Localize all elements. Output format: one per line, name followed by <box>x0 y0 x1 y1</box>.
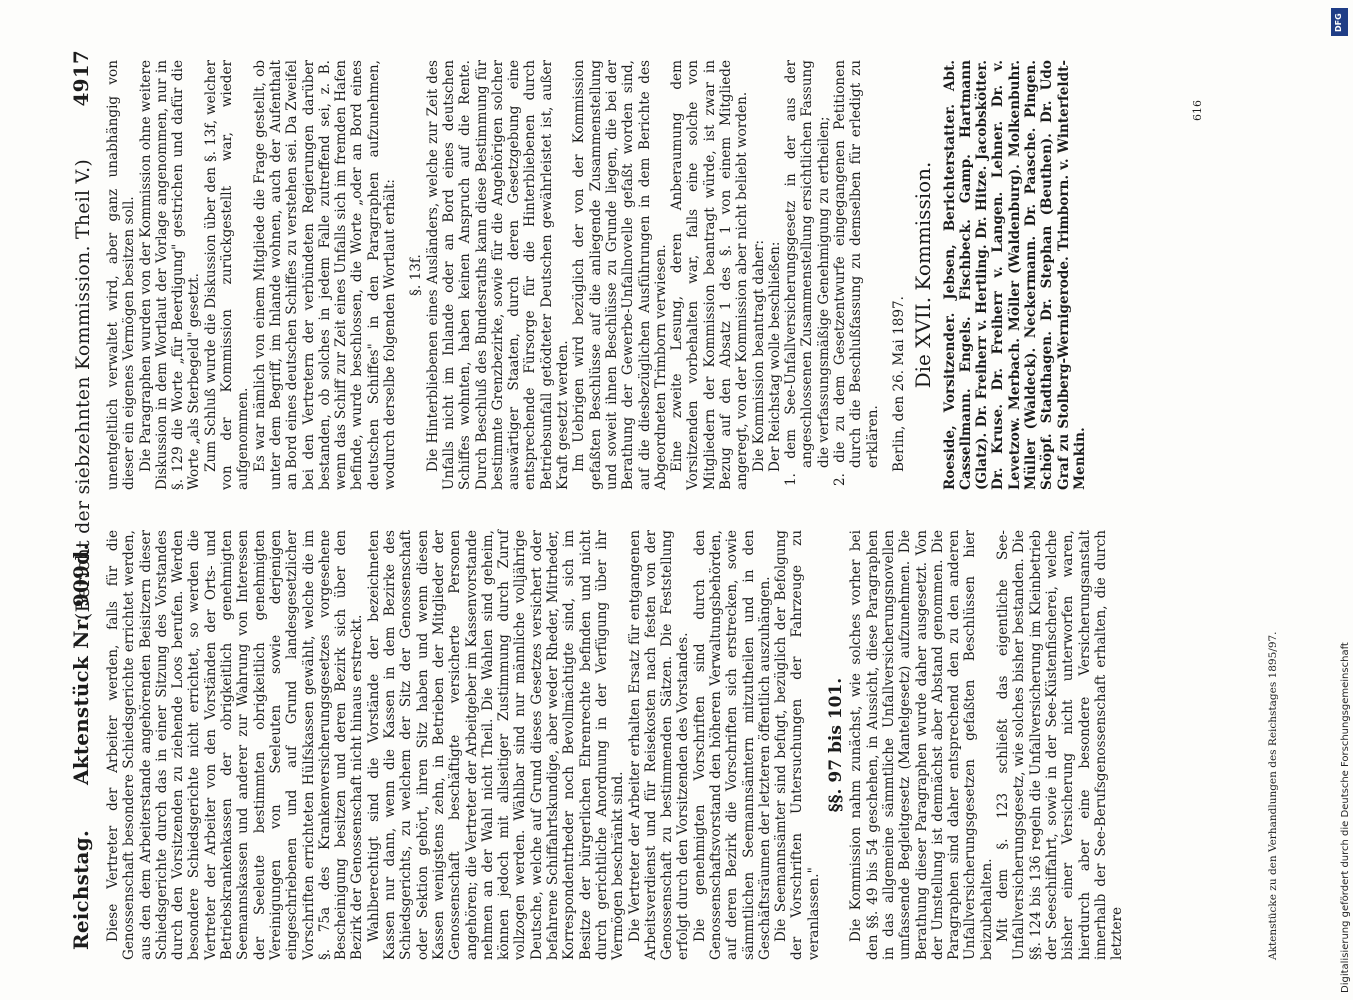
paragraph: unentgeltlich verwaltet wird, aber ganz unabhängig von dieser ein eigenes Vermögen besitzen soll. <box>105 60 138 490</box>
paragraph: Die genehmigten Vorschriften sind durch den Genossenschaftsvorstand den höheren Verwaltungsbehörden, auf deren Bezirk die Vorschriften sich erstrecken, sowie sämmtlichen Seemannsämtern mitzutheilen und in den Geschäftsräumen der letzteren öffentlich auszuhängen. <box>691 530 773 960</box>
resolution-item-1: 1. dem See-Unfallversicherungsgesetz in der aus der angeschlossenen Zusammenstellung ersichtlichen Fassung die verfassungsmäßige Genehmigung zu ertheilen; <box>783 60 832 486</box>
dfg-sidebar <box>1328 8 1352 993</box>
paragraph: Die Kommission beantragt daher: <box>750 239 767 472</box>
paragraph: Wahlberechtigt sind die Vorstände der bezeichneten Kassen nur dann, wenn die Kassen in dem Bezirke des Schiedsgerichts, zu welchem der Sitz der Genossenschaft oder Sektion gehört, ihren Sitz haben und wenn diesen Kassen wenigstens zehn, in Betrieben der Mitglieder der Genossenschaft beschäftigte versicherte Personen angehören; die Vertreter der Arbeitgeber im Kassenvorstande nehmen an der Wahl nicht Theil. Die Wahlen sind geheim, können jedoch mit allseitiger Zustimmung durch Zuruf vollzogen werden. Wählbar sind nur männliche volljährige Deutsche, welche auf Grund dieses Gesetzes versichert oder befahrene Schiffahrtskundige, aber weder Rheder, Mitrheder, Korrespondentrheder noch Bevollmächtigte sind, sich im Besitze der bürgerlichen Ehrenrechte befinden und nicht durch gerichtliche Anordnung in der Verfügung über ihr Vermögen beschränkt sind. <box>365 530 627 960</box>
header-document-number: Aktenstück Nr. 909d. <box>69 543 93 785</box>
dfg-logo-text: DFG <box>1334 13 1343 32</box>
spacer <box>881 60 891 490</box>
rotated-page <box>69 40 1279 960</box>
paragraph: Eine zweite Lesung, deren Anberaumung dem Vorsitzenden vorbehalten war, falls eine solche von Mitgliedern der Kommission beantragt würde, ist zwar in Bezug auf den Absatz 1 des §. 1 von einem Mitgliede angeregt, von der Kommission aber nicht beliebt worden. <box>669 60 751 490</box>
paragraph: Die Vertreter der Arbeiter erhalten Ersatz für entgangenen Arbeitsverdienst und für Reisekosten nach festen von der Genossenschaft zu bestimmenden Sätzen. Die Feststellung erfolgt durch den Vorsitzenden des Vorstandes. <box>626 530 692 960</box>
digitization-credit: Digitalisierung gefördert durch die Deutsche Forschungsgemeinschaft <box>1340 642 1351 993</box>
paragraph: Im Uebrigen wird bezüglich der von der Kommission gefaßten Beschlüsse auf die anliegende Zusammenstellung und soweit ihnen Beschlüsse zu Grunde liegen, die bei der Berathung der Gewerbe-Unfallnovelle gefaßt worden sind, auf die diesbezüglichen Ausführungen in dem Berichte des Abgeordneten Trimborn verwiesen. <box>571 60 669 490</box>
paragraph: Der Reichstag wolle beschließen: <box>766 241 783 472</box>
spacer <box>398 60 408 490</box>
paragraph: Die Paragraphen wurden von der Kommission ohne weitere Diskussion in dem Wortlaut der Vorlage angenommen, nur in §. 129 die Worte „für Beerdigung" gestrichen und dafür die Worte „als Sterbegeld" gesetzt. <box>137 60 203 490</box>
paragraph-heading: §. 13f. <box>408 254 425 296</box>
paragraph: Zum Schluß wurde die Diskussion über den §. 13f, welcher von der Kommission zurückgestellt war, wieder aufgenommen. <box>202 60 252 490</box>
commission-members: Roeside, Vorsitzender. Jebsen, Berichterstatter. Abt. Cassellmann. Engels. Fischbeck. Gamp. Hartmann (Glatz). Dr. Freiherr v. Hertling. Dr. Hitze. Jacobskötter. Dr. Kruse. Dr. Freiherr v. Langen. Lehner. Dr. v. Levetzow. Merbach. Möller (Waldenburg). Molkenbuhr. Müller (Waldeck). Neckermann. Dr. Paasche. Pingen. Schöpf. Stadthagen. Dr. Stephan (Beuthen). Dr. Udo Graf zu Stolberg-Wernigerode. Trimborn. v. Winterfeldt-Menkin. <box>941 60 1088 490</box>
paragraph: Diese Vertreter der Arbeiter werden, falls für die Genossenschaft besondere Schiedsgerichte errichtet werden, aus den dem Arbeiterstande angehörenden Beisitzern dieser Schiedsgerichte durch das in einer Sitzung des Vorstandes durch den Vorsitzenden zu ziehende Loos berufen. Werden besondere Schiedsgerichte nicht errichtet, so werden die Vertreter der Arbeiter von den Vorständen der Orts- und Betriebskrankenkassen der obrigkeitlich genehmigten Seemannskassen und anderer zur Wahrung von Interessen der Seeleute bestimmten obrigkeitlich genehmigten Vereinigungen von Seeleuten sowie derjenigen eingeschriebenen und auf Grund landesgesetzlicher Vorschriften errichteten Hülfskassen gewählt, welche die im §. 75a des Krankenversicherungsgesetzes vorgesehene Bescheinigung besitzen und deren Bezirk sich über den Bezirk der Genossenschaft nicht hinaus erstreckt. <box>105 530 366 960</box>
right-column <box>105 60 1245 490</box>
page-header <box>71 40 101 960</box>
page-number: 4917 <box>69 50 93 107</box>
resolution-item-2: 2. die zu dem Gesetzentwurfe eingegangenen Petitionen durch die Beschlußfassung zu demselben für erledigt zu erklären. <box>832 60 881 486</box>
commission-heading: Die XVII. Kommission. <box>911 161 936 389</box>
paragraph: Die Kommission nahm zunächst, wie solches vorher bei den §§. 49 bis 54 geschehen, in Aussicht, diese Paragraphen in das allgemeine sämmtliche Unfallversicherungsnovellen umfassende Begleitgesetz (Mantelgesetz) aufzunehmen. Die Berathung dieser Paragraphen wurde daher ausgesetzt. Von der Umstellung ist demnächst aber Abstand genommen. Die Paragraphen sind daher entsprechend den zu den anderen Unfallversicherungsgesetzen gefaßten Beschlüssen hier beizubehalten. <box>848 530 995 960</box>
paragraph: Mit dem §. 123 schließt das eigentliche See-Unfallversicherungsgesetz, wie solches bisher bestanden. Die §§. 124 bis 136 regeln die Unfallversicherung im Kleinbetrieb der Seeschiffahrt, sowie in der See-Küstenfischerei, welche bisher einer Versicherung nicht unterworfen waren, hierdurch aber eine besondere Versicherungsanstalt innerhalb der See-Berufsgenossenschaft erhalten, die durch letztere <box>995 530 1126 960</box>
footnote: Aktenstücke zu den Verhandlungen des Reichstages 1895/97. <box>1267 631 1279 960</box>
header-left: Reichstag. <box>69 829 93 950</box>
paragraph: Die Seemannsämter sind befugt, bezüglich der Befolgung der Vorschriften Untersuchungen der Fahrzeuge zu veranlassen." <box>773 530 822 960</box>
date-line: Berlin, den 26. Mai 1897. <box>890 296 907 472</box>
paragraph: Die Hinterbliebenen eines Ausländers, welche zur Zeit des Unfalls nicht im Inlande oder an Bord eines deutschen Schiffes wohnten, haben keinen Anspruch auf die Rente. Durch Beschluß des Bundesraths kann diese Bestimmung für bestimmte Grenzbezirke, sowie für die Angehörigen solcher auswärtiger Staaten, durch deren Gesetzgebung eine entsprechende Fürsorge für die Hinterbliebenen durch Betriebsunfall getödteter Deutschen gewährleistet ist, außer Kraft gesetzt werden. <box>424 60 572 490</box>
section-heading: §§. 97 bis 101. <box>826 677 847 813</box>
dfg-logo <box>1331 8 1348 36</box>
paragraph: Es war nämlich von einem Mitgliede die Frage gestellt, ob unter dem Begriff, im Inlande wohnen, auch der Aufenthalt an Bord eines deutschen Schiffes zu verstehen sei. Da Zweifel bei den Vertretern der verbündeten Regierungen darüber bestanden, ob solches in jedem Falle zutreffend sei, z. B. wenn das Schiff zur Zeit eines Unfalls sich im fremden Hafen befinde, wurde beschlossen, die Worte „oder an Bord eines deutschen Schiffes" in den Paragraphen aufzunehmen, wodurch derselbe folgenden Wortlaut erhält: <box>251 60 399 490</box>
header-title: (Bericht der siebzehnten Kommission. Theil V.) <box>72 159 94 620</box>
left-column <box>105 530 1279 960</box>
signature-mark: 616 <box>1191 100 1204 121</box>
